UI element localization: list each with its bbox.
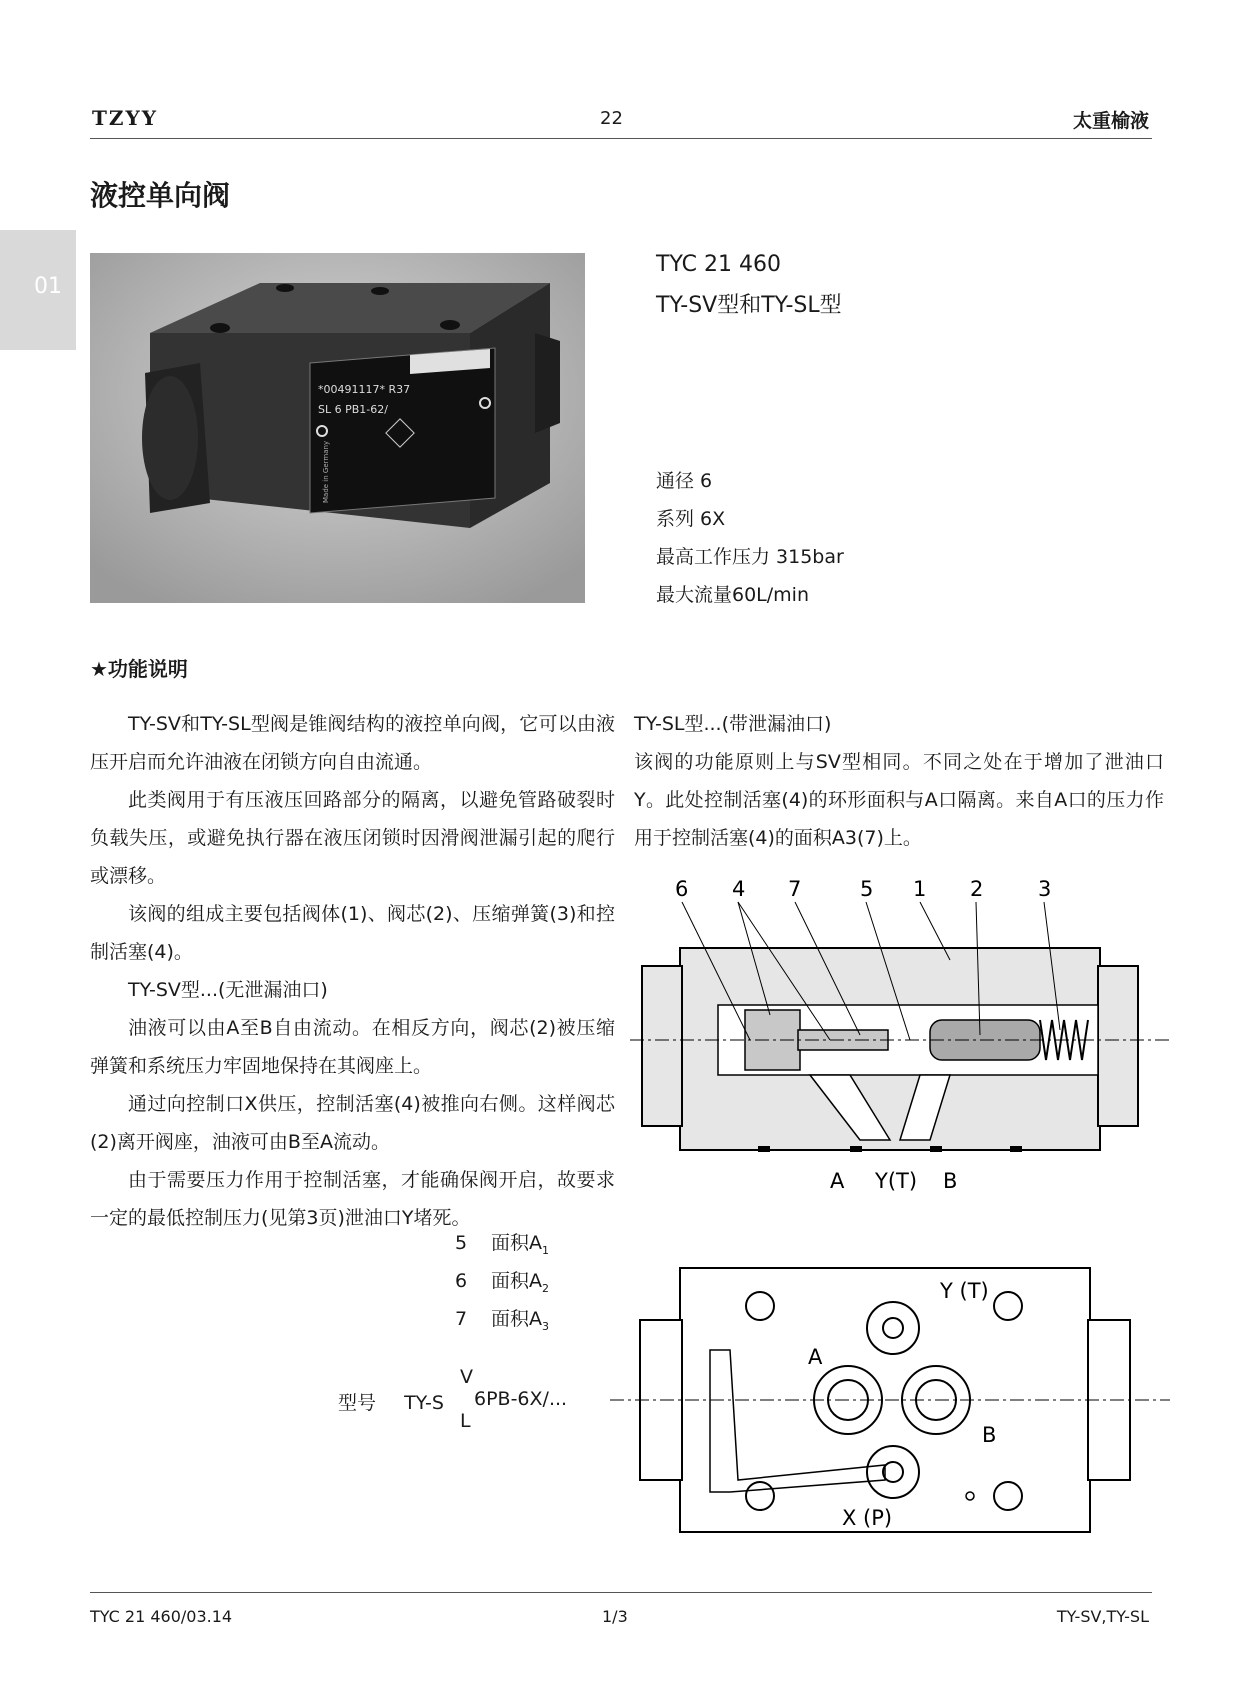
paragraph: 由于需要压力作用于控制活塞，才能确保阀开启，故要求一定的最低控制压力(见第3页)泄油口Y堵死。 (90, 1169, 615, 1229)
type-code-lower: L (460, 1410, 471, 1432)
spec-size: 通径 6 (656, 470, 713, 492)
spec-max-pressure: 最高工作压力 315bar (656, 546, 844, 568)
page-title: 液控单向阀 (90, 179, 231, 212)
port-label-y: Y (T) (940, 1279, 989, 1303)
chapter-tab (0, 230, 76, 350)
left-plug (642, 966, 682, 1126)
nameplate-text-2: SL 6 PB1-62/ (318, 403, 388, 416)
legend-label: 面积A (491, 1232, 542, 1254)
type-code (338, 1388, 444, 1415)
port-label-y: Y(T) (875, 1169, 918, 1193)
product-photo (90, 253, 585, 603)
callout-7: 7 (788, 877, 802, 901)
legend-item (455, 1266, 549, 1295)
header-rule (90, 138, 1152, 139)
header-brand: TZYY (92, 106, 159, 130)
section-title: ★功能说明 (90, 657, 188, 681)
header-company: 太重榆液 (1072, 110, 1149, 132)
callout-2: 2 (970, 877, 984, 901)
port-label-b: B (943, 1169, 958, 1193)
section-diagram (630, 870, 1170, 1234)
paragraph-subheading: TY-SL型...(带泄漏油口) (634, 713, 832, 735)
paragraph: 该阀的组成主要包括阀体(1)、阀芯(2)、压缩弹簧(3)和控制活塞(4)。 (90, 903, 615, 963)
paragraph: 油液可以由A至B自由流动。在相反方向，阀芯(2)被压缩弹簧和系统压力牢固地保持在其阀座上。 (90, 1017, 615, 1077)
legend-label: 面积A (491, 1308, 542, 1330)
left-column (90, 705, 615, 1237)
paragraph: 通过向控制口X供压，控制活塞(4)被推向右侧。这样阀芯(2)离开阀座，油液可由B至A流动。 (90, 1093, 615, 1153)
callout-1: 1 (913, 877, 927, 901)
type-code-label: 型号 (338, 1392, 377, 1414)
model-code: TYC 21 460 (656, 252, 782, 277)
nameplate-text-1: *00491117* R37 (318, 383, 411, 396)
paragraph-subheading: TY-SV型...(无泄漏油口) (128, 979, 328, 1001)
legend-number: 5 (455, 1232, 468, 1254)
chapter-number: 01 (34, 274, 62, 299)
legend-label: 面积A (491, 1270, 542, 1292)
legend-sub: 3 (542, 1319, 549, 1333)
spec-max-flow: 最大流量60L/min (656, 584, 809, 606)
port-label-a: A (830, 1169, 845, 1193)
nameplate-made: Made in Germany (322, 440, 330, 503)
type-code-prefix: TY-S (404, 1392, 444, 1414)
legend-number: 6 (455, 1270, 468, 1292)
type-code-upper: V (460, 1366, 473, 1388)
port-label-x: X (P) (842, 1506, 893, 1530)
header-page-number: 22 (600, 108, 623, 129)
footer-types: TY-SV,TY-SL (1056, 1607, 1149, 1626)
callout-5: 5 (860, 877, 874, 901)
spec-series: 系列 6X (656, 508, 726, 530)
legend-number: 7 (455, 1308, 468, 1330)
callout-3: 3 (1038, 877, 1052, 901)
legend-sub: 1 (542, 1243, 549, 1257)
callout-6: 6 (675, 877, 689, 901)
type-code-suffix: 6PB-6X/... (474, 1388, 568, 1410)
paragraph: 此类阀用于有压液压回路部分的隔离，以避免管路破裂时负载失压，或避免执行器在液压闭锁时因滑阀泄漏引起的爬行或漂移。 (90, 789, 615, 887)
model-types: TY-SV型和TY-SL型 (656, 293, 842, 318)
right-column (634, 705, 1164, 857)
right-plug (1098, 966, 1138, 1126)
port-label-b: B (982, 1423, 997, 1447)
footer-doc-code: TYC 21 460/03.14 (90, 1607, 233, 1626)
footer-rule (90, 1592, 1152, 1593)
legend-sub: 2 (542, 1281, 549, 1295)
callout-4: 4 (732, 877, 746, 901)
paragraph: 该阀的功能原则上与SV型相同。不同之处在于增加了泄油口Y。此处控制活塞(4)的环形面积与A口隔离。来自A口的压力作用于控制活塞(4)的面积A3(7)上。 (634, 751, 1164, 849)
port-diagram (610, 1260, 1170, 1554)
footer-page: 1/3 (602, 1607, 628, 1626)
legend-item (455, 1228, 549, 1257)
paragraph: TY-SV和TY-SL型阀是锥阀结构的液控单向阀，它可以由液压开启而允许油液在闭锁方向自由流通。 (90, 713, 615, 773)
port-label-a: A (808, 1345, 823, 1369)
legend-item (455, 1304, 549, 1333)
